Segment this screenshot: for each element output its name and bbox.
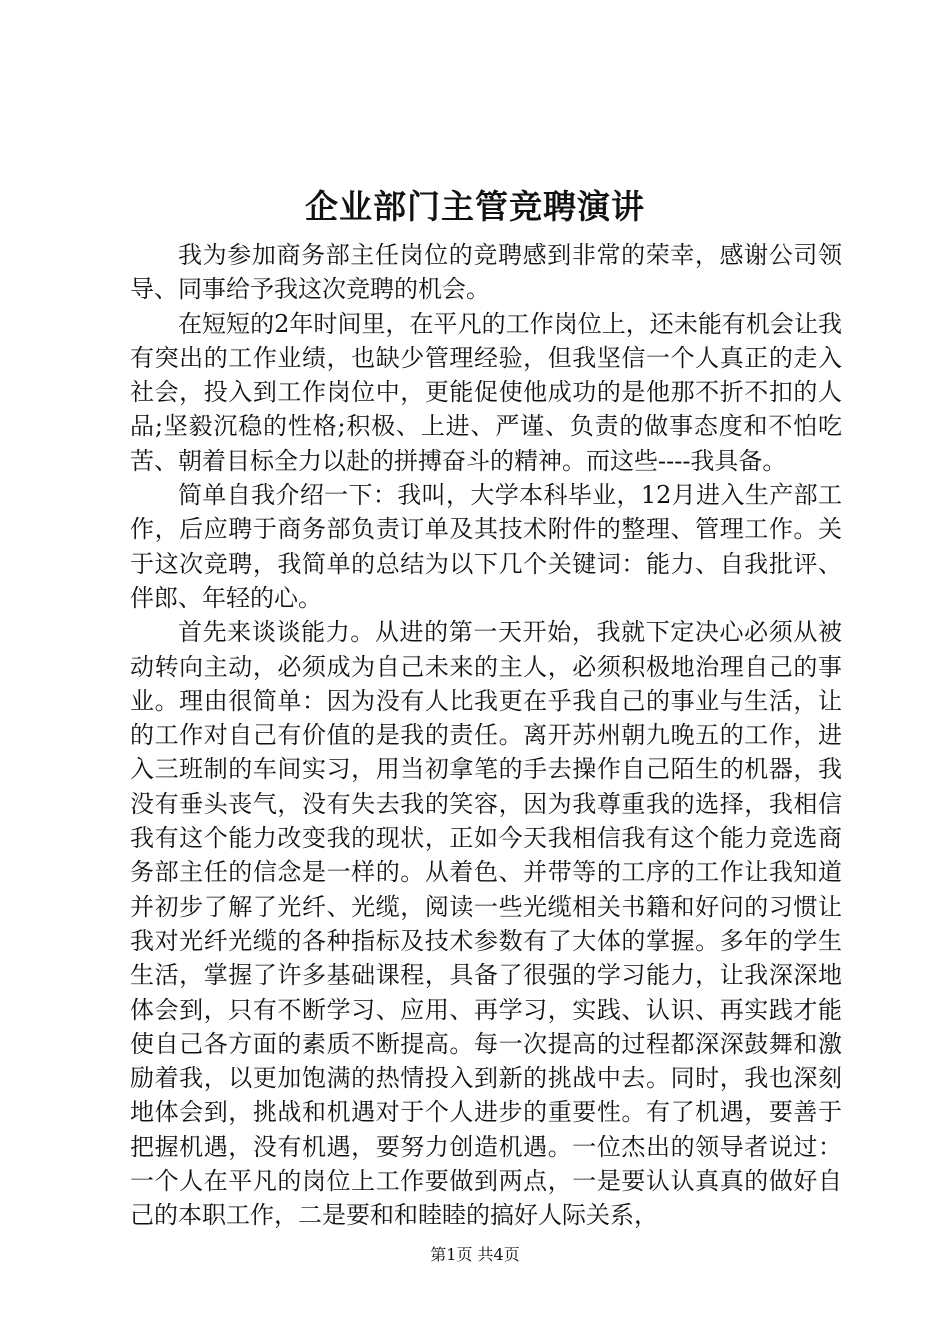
document-body	[130, 238, 842, 1233]
paragraph-3: 简单自我介绍一下：我叫，大学本科毕业，12月进入生产部工作，后应聘于商务部负责订单及其技术附件的整理、管理工作。关于这次竞聘，我简单的总结为以下几个关键词：能力、自我批评、伴郎、年轻的心。	[130, 481, 842, 612]
document-title: 企业部门主管竞聘演讲	[305, 187, 645, 226]
page-footer: 第1页 共4页	[430, 1245, 520, 1264]
paragraph-2: 在短短的2年时间里，在平凡的工作岗位上，还未能有机会让我有突出的工作业绩，也缺少管理经验，但我坚信一个人真正的走入社会，投入到工作岗位中，更能促使他成功的是他那不折不扣的人品;坚毅沉稳的性格;积极、上进、严谨、负责的做事态度和不怕吃苦、朝着目标全力以赴的拼搏奋斗的精神。而这些----我具备。	[130, 309, 842, 475]
paragraph-1: 我为参加商务部主任岗位的竞聘感到非常的荣幸，感谢公司领导、同事给予我这次竞聘的机会。	[130, 241, 842, 304]
paragraph-4: 首先来谈谈能力。从进的第一天开始，我就下定决心必须从被动转向主动，必须成为自己未来的主人，必须积极地治理自己的事业。理由很简单：因为没有人比我更在乎我自己的事业与生活，让的工作对自己有价值的是我的责任。离开苏州朝九晚五的工作，进入三班制的车间实习，用当初拿笔的手去操作自己陌生的机器，我没有垂头丧气，没有失去我的笑容，因为我尊重我的选择，我相信我有这个能力改变我的现状，正如今天我相信我有这个能力竞选商务部主任的信念是一样的。从着色、并带等的工序的工作让我知道并初步了解了光纤、光缆，阅读一些光缆相关书籍和好问的习惯让我对光纤光缆的各种指标及技术参数有了大体的掌握。多年的学生生活，掌握了许多基础课程，具备了很强的学习能力，让我深深地体会到，只有不断学习、应用、再学习，实践、认识、再实践才能使自己各方面的素质不断提高。每一次提高的过程都深深鼓舞和激励着我，以更加饱满的热情投入到新的挑战中去。同时，我也深刻地体会到，挑战和机遇对于个人进步的重要性。有了机遇，要善于把握机遇，没有机遇，要努力创造机遇。一位杰出的领导者说过：一个人在平凡的岗位上工作要做到两点，一是要认认真真的做好自己的本职工作，二是要和和睦睦的搞好人际关系，	[130, 618, 842, 1230]
